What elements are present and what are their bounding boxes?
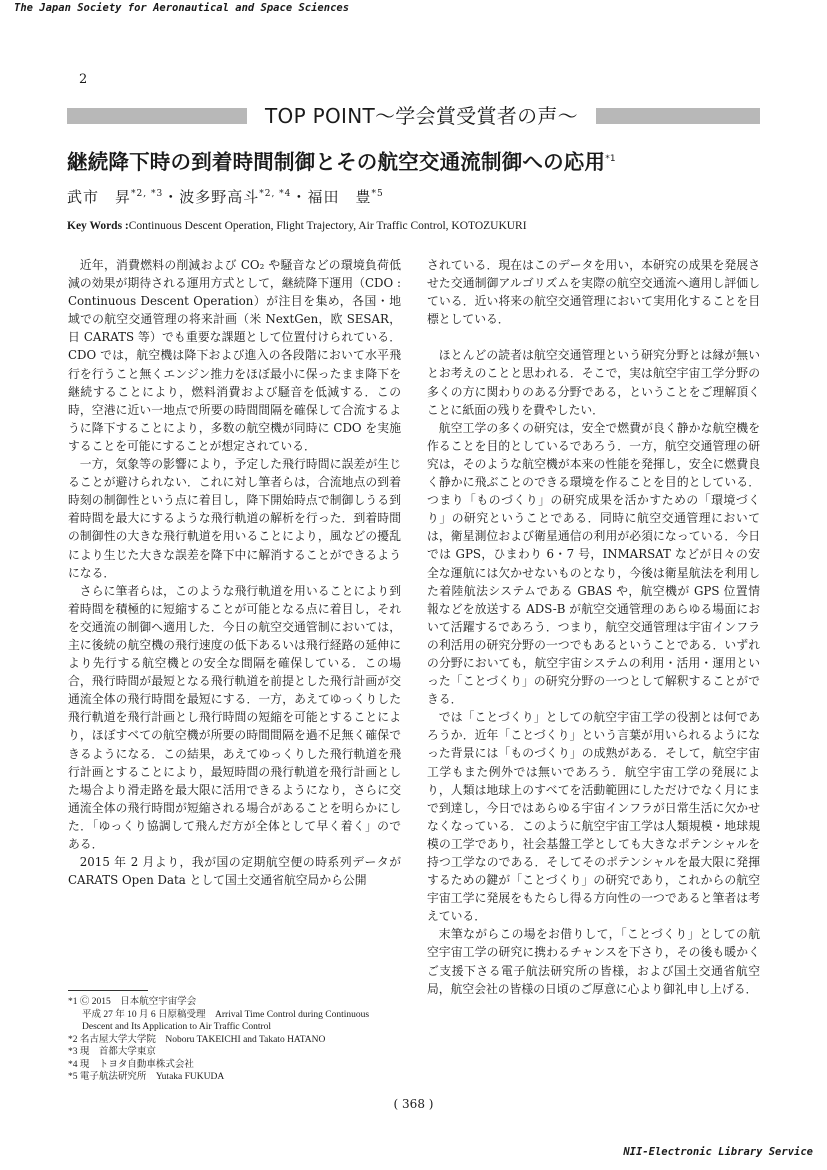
library-service-footer: NII-Electronic Library Service [623, 1146, 813, 1158]
title-footnote-mark: *1 [605, 154, 616, 165]
author-separator: ・ [163, 188, 180, 206]
body-paragraph: されている．現在はこのデータを用い，本研究の成果を発展させた交通制御アルゴリズムを実際の航空交通流へ適用し評価している．近い将来の航空交通管理において実用化することを目標としている． [427, 258, 760, 327]
banner-bar-right [596, 108, 760, 124]
footnote: *3 現 首都大学東京 [68, 1047, 156, 1057]
body-paragraph: 2015 年 2 月より，我が国の定期航空便の時系列データが CARATS Open Data として国土交通省航空局から公開 [68, 855, 401, 888]
footnote: *4 現 トヨタ自動車株式会社 [68, 1059, 194, 1070]
title-text: 継続降下時の到着時間制御とその航空交通流制御への応用 [67, 150, 606, 174]
author-note: *5 [371, 189, 384, 199]
keywords-text: Continuous Descent Operation, Flight Trajectory, Air Traffic Control, KOTOZUKURI [128, 220, 527, 232]
author-name: 武市 昇 [67, 188, 132, 206]
author-note: *2, *4 [259, 189, 292, 199]
author-name: 波多野高斗 [179, 188, 260, 206]
body-paragraph: 一方，気象等の影響により，予定した飛行時間に誤差が生じることが避けられない．これに対し筆者らは，合流地点の到着時刻の制御性という点に着目し，降下開始時点で制御しうる到着時間を最大にするような飛行軌道の解析を行った．到着時間の制御性の大きな飛行軌道を用いることにより，風などの擾乱により生じた大きな誤差を降下中に解消することができるようになる． [68, 457, 401, 580]
body-column-right [427, 256, 760, 998]
body-paragraph: さらに筆者らは，このような飛行軌道を用いることにより到着時間を積極的に短縮することが可能となる点に着目し，それを交通流の制御へ適用した．今日の航空交通管制においては，主に後続の航空機の飛行速度の低下あるいは飛行経路の延伸により先行する航空機との安全な間隔を確保している．この場合，飛行時間が最短となる飛行軌道を前提とした飛行計画が交通流全体の飛行時間を最短にする．一方，あえてゆっくりした飛行軌道を飛行計画とし飛行時間の短縮を可能とすることにより，ほぼすべての航空機が所要の時間間隔を過不足無く確保できるようになる．この結果，あえてゆっくりした飛行軌道を飛行計画とすることにより，最短時間の飛行軌道を飛行計画とした場合より滑走路を最大限に活用できるようになり，さらに交通流全体の飛行時間が短縮される場合があることを明らかにした．「ゆっくり協調して飛んだ方が全体として早く着く」のである． [68, 583, 401, 851]
body-paragraph: 末筆ながらこの場をお借りして，「ことづくり」としての航空宇宙工学の研究に携わるチャンスを下さり，その後も暖かくご支援下さる電子航法研究所の皆様，および国土交通省航空局，航空会社の皆様の日頃のご厚意に心より御礼申し上げる． [427, 927, 760, 996]
keywords-label: Key Words : [67, 220, 129, 232]
banner-bar-left [67, 108, 247, 124]
banner-text: TOP POINT～学会賞受賞者の声～ [265, 104, 578, 128]
footnote: *1 Ⓒ 2015 日本航空宇宙学会 [68, 997, 197, 1007]
section-banner [67, 104, 760, 128]
footnote: *5 電子航法研究所 Yutaka FUKUDA [68, 1072, 225, 1082]
footnote: *2 名古屋大学大学院 Noboru TAKEICHI and Takato HATANO [68, 1034, 326, 1045]
society-header: The Japan Society for Aeronautical and Space Sciences [14, 2, 350, 14]
body-paragraph: ほとんどの読者は航空交通管理という研究分野とは縁が無いとお考えのことと思われる．そこで，実は航空宇宙工学分野の多くの方に関わりのある分野である，ということをご理解頂くことに紙面の残りを費やしたい． [427, 348, 760, 417]
author-list [67, 186, 384, 207]
body-paragraph: 航空工学の多くの研究は，安全で燃費が良く静かな航空機を作ることを目的としているであろう．一方，航空交通管理の研究は，そのような航空機が本来の性能を発揮し，安全に燃費良く静かに飛ぶことのできる環境を作ることを目的としている．つまり「ものづくり」の研究成果を活かすための「環境づくり」の研究ということである．同時に航空交通管理においては，衛星測位および衛星通信の利用が必須になっている．今日では GPS，ひまわり 6・7 号，INMARSAT などが日々の安全な運航には欠かせないものとなり，今後は衛星航法を利用した着陸航法システムである GBAS や，航空機が GPS 位置情報などを放送する ADS-B が航空交通管理のあらゆる場面において活躍するであろう．つまり，航空交通管理は宇宙インフラの利活用の研究分野の一つでもあるということである．いずれの分野においても，航空宇宙システムの利用・活用・運用といった「ことづくり」の研究分野の一つとして解釈することができる． [427, 420, 760, 707]
body-paragraph: 近年，消費燃料の削減および CO₂ や騒音などの環境負荷低減の効果が期待される運用方式として，継続降下運用（CDO : Continuous Descent Operation）が注目を集め，各国・地域での航空交通管理の将来計画（米 NextGen，欧 SESAR，日 CARATS 等）でも重要な課題として位置付けられている．CDO では，航空機は降下および進入の各段階において水平飛行を行うこと無くエンジン推力をほぼ最小に保ったまま降下を継続することにより，燃料消費および騒音を低減する．この時，空港に近い一地点で所要の時間間隔を確保して合流するように降下することにより，多数の航空機が同時に CDO を実施することを可能にすることが想定されている． [68, 258, 401, 453]
journal-page-number: ( 368 ) [393, 1097, 434, 1111]
author-note: *2, *3 [131, 189, 164, 199]
footnote: 平成 27 年 10 月 6 日原稿受理 Arrival Time Control during Continuous Descent and Its Application to Air Traffic Control [82, 1009, 372, 1032]
footnote-divider [68, 990, 148, 991]
footnotes [68, 996, 401, 1084]
author-separator: ・ [291, 188, 308, 206]
page-number: 2 [79, 72, 88, 87]
article-title [67, 145, 616, 175]
body-paragraph: では「ことづくり」としての航空宇宙工学の役割とは何であろうか．近年「ことづくり」という言葉が用いられるようになった背景には「ものづくり」の成熟がある．そして，航空宇宙工学もまた例外では無いであろう．航空宇宙工学の発展により，人類は地球上のすべてを活動範囲にしただけでなく月にまで到達し，今日ではあらゆる宇宙インフラが日常生活に欠かせなくなっている．このように航空宇宙工学は人類規模・地球規模の工学であり，社会基盤工学としても大きなポテンシャルを持つ工学なのである．そしてそのポテンシャルを最大限に発揮するための鍵が「ことづくり」の研究であり，これからの航空宇宙工学に発展をもたらし得る方向性の一つであると筆者は考えている． [427, 710, 760, 924]
author-name: 福田 豊 [307, 188, 372, 206]
body-column-left [68, 256, 401, 889]
keywords-line [67, 220, 527, 232]
